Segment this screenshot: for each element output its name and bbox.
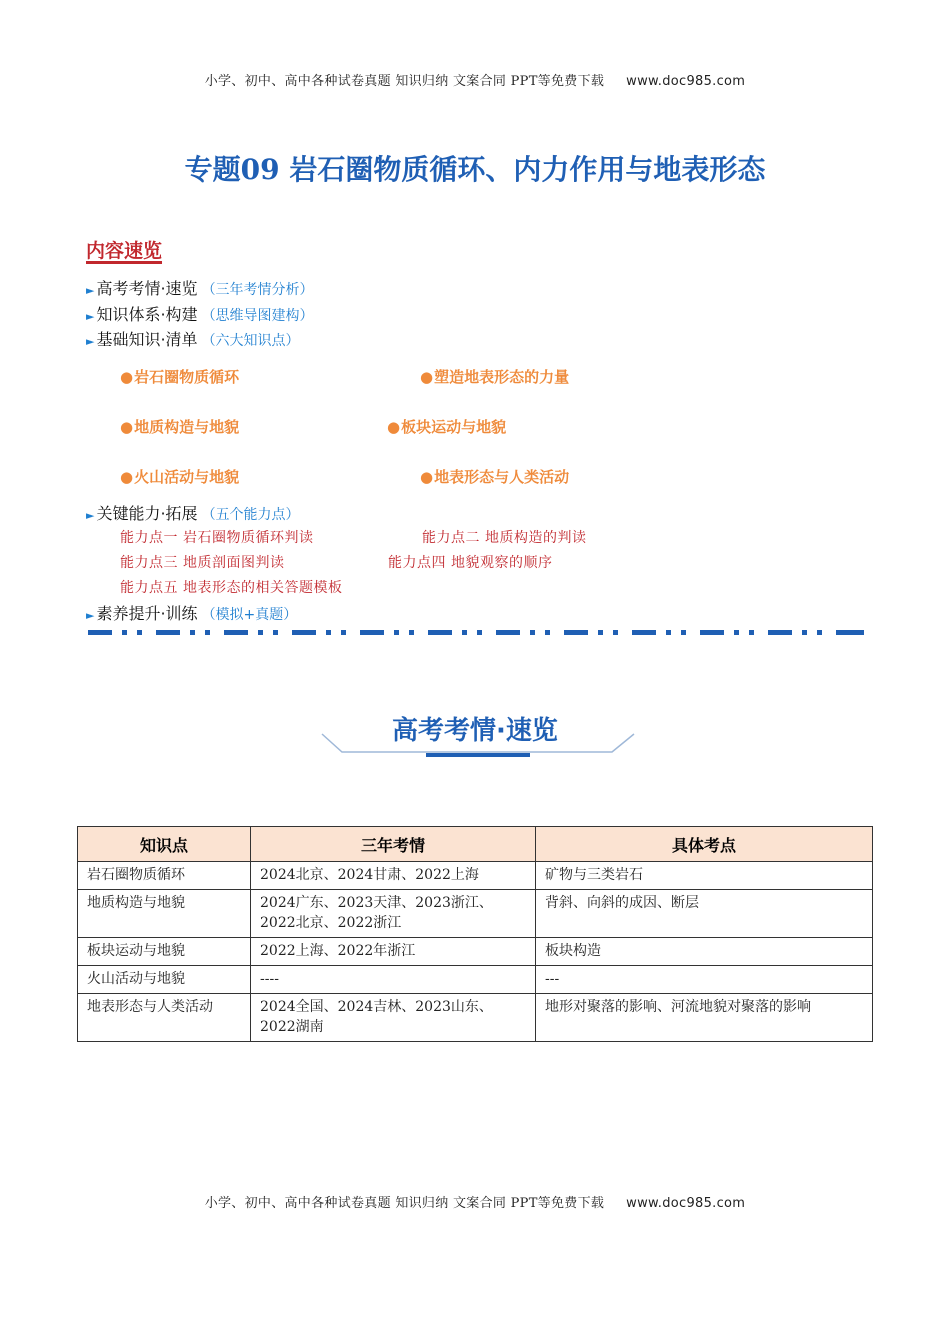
nav-item-basic-knowledge[interactable] [86,327,300,350]
column-header: 三年考情 [251,827,536,862]
section-title: 高考考情·速览 [392,716,558,746]
knowledge-point[interactable]: ●地质构造与地貌 [120,418,240,436]
bullet-dot-icon: ● [420,468,434,486]
nav-note: （模拟+真题） [201,607,298,623]
dash-divider [88,630,864,636]
table-row [78,938,873,966]
table-cell: 火山活动与地貌 [78,966,251,994]
table-cell: 2024北京、2024甘肃、2022上海 [251,862,536,890]
knowledge-point[interactable]: ●岩石圈物质循环 [120,368,240,386]
nav-label: 基础知识·清单 [96,330,198,349]
ability-point[interactable]: 能力点四 地貌观察的顺序 [388,555,553,571]
table-cell: 背斜、向斜的成因、断层 [536,890,873,938]
bullet-dot-icon: ● [420,368,434,386]
table-cell: 地质构造与地貌 [78,890,251,938]
nav-note: （三年考情分析） [201,282,314,298]
arrow-right-icon: ► [86,310,95,323]
nav-item-key-abilities[interactable] [86,501,300,524]
nav-item-exam-overview[interactable] [86,276,314,299]
page-title: 专题09 岩石圈物质循环、内力作用与地表形态 [184,153,766,186]
table-cell: 岩石圈物质循环 [78,862,251,890]
nav-note: （五个能力点） [201,507,300,523]
table-cell: 地形对聚落的影响、河流地貌对聚落的影响 [536,994,873,1042]
ability-point[interactable]: 能力点一 岩石圈物质循环判读 [120,530,314,546]
table-row [78,862,873,890]
ability-point[interactable]: 能力点五 地表形态的相关答题模板 [120,580,343,596]
page-header [0,70,950,89]
arrow-right-icon: ► [86,609,95,622]
nav-label: 关键能力·拓展 [96,504,198,523]
page-footer [0,1192,950,1211]
table-cell: 板块构造 [536,938,873,966]
nav-item-literacy-training[interactable] [86,601,297,624]
ability-point[interactable]: 能力点二 地质构造的判读 [422,530,587,546]
nav-note: （思维导图建构） [201,308,314,324]
arrow-right-icon: ► [86,509,95,522]
knowledge-point[interactable]: ●地表形态与人类活动 [420,468,570,486]
knowledge-point[interactable]: ●火山活动与地貌 [120,468,240,486]
arrow-right-icon: ► [86,284,95,297]
knowledge-point[interactable]: ●塑造地表形态的力量 [420,368,570,386]
table-cell: 矿物与三类岩石 [536,862,873,890]
arrow-right-icon: ► [86,335,95,348]
nav-item-knowledge-system[interactable] [86,302,314,325]
exam-analysis-table [77,826,873,1042]
table-cell: 2024广东、2023天津、2023浙江、2022北京、2022浙江 [251,890,536,938]
table-cell: ---- [251,966,536,994]
ability-point[interactable]: 能力点三 地质剖面图判读 [120,555,285,571]
header-text: 小学、初中、高中各种试卷真题 知识归纳 文案合同 PPT等免费下载 [204,74,605,89]
column-header: 知识点 [78,827,251,862]
knowledge-point[interactable]: ●板块运动与地貌 [387,418,507,436]
nav-note: （六大知识点） [201,333,300,349]
table-cell: 板块运动与地貌 [78,938,251,966]
footer-text: 小学、初中、高中各种试卷真题 知识归纳 文案合同 PPT等免费下载 [204,1196,605,1211]
table-cell: --- [536,966,873,994]
bullet-dot-icon: ● [120,418,134,436]
table-header-row [78,827,873,862]
bullet-dot-icon: ● [387,418,401,436]
header-site-link[interactable]: www.doc985.com [626,74,746,89]
overview-heading: 内容速览 [86,240,163,262]
table-row [78,994,873,1042]
nav-label: 素养提升·训练 [96,604,198,623]
table-cell: 2022上海、2022年浙江 [251,938,536,966]
table-cell: 2024全国、2024吉林、2023山东、2022湖南 [251,994,536,1042]
nav-label: 知识体系·构建 [96,305,198,324]
nav-label: 高考考情·速览 [96,279,198,298]
table-row [78,966,873,994]
table-row [78,890,873,938]
table-cell: 地表形态与人类活动 [78,994,251,1042]
footer-site-link[interactable]: www.doc985.com [626,1196,746,1211]
bullet-dot-icon: ● [120,468,134,486]
bullet-dot-icon: ● [120,368,134,386]
column-header: 具体考点 [536,827,873,862]
